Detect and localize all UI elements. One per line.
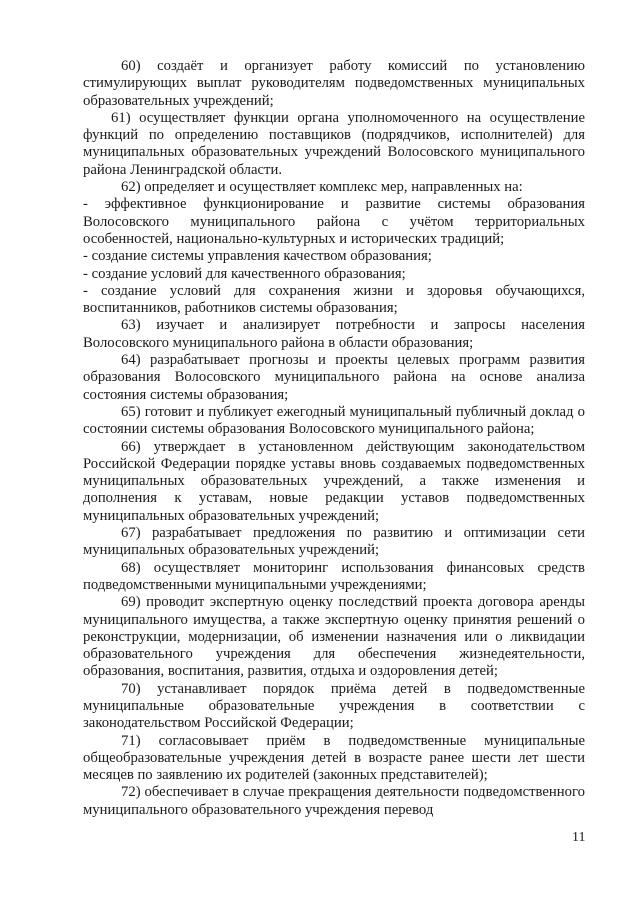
paragraph-item-63: 63) изучает и анализирует потребности и запросы населения Волосовского муниципального района в области образования; [83,317,585,351]
paragraph-item-72: 72) обеспечивает в случае прекращения деятельности подведомственного муниципального образовательного учреждения перевод [83,784,585,818]
paragraph-item-69: 69) проводит экспертную оценку последствий проекта договора аренды муниципального имущества, а также экспертную оценку принятия решений о реконструкции, модернизации, об изменении назначения или о ликвидации образовательного учреждения для обеспечения жизнедеятельности, образования, воспитания, развития, отдыха и оздоровления детей; [83,594,585,680]
paragraph-item-60: 60) создаёт и организует работу комиссий по установлению стимулирующих выплат руководителям подведомственных муниципальных образовательных учреждений; [83,58,585,109]
list-item-health-safety: - создание условий для сохранения жизни и здоровья обучающихся, воспитанников, работников системы образования; [83,282,585,317]
paragraph-item-62: 62) определяет и осуществляет комплекс мер, направленных на: [121,179,523,196]
paragraph-item-66: 66) утверждает в установленном действующим законодательством Российской Федерации порядке уставы вновь создаваемых подведомственных муниципальных образовательных учреждений, а также изменения и дополнения к уставам, новые редакции уставов подведомственных муниципальных образовательных учреждений; [83,438,585,524]
paragraph-item-65: 65) готовит и публикует ежегодный муниципальный публичный доклад о состоянии системы образования Волосовского муниципального района; [83,403,585,438]
list-item-effective-functioning: - эффективное функционирование и развитие системы образования Волосовского муниципального района с учётом территориальных особенностей, национально-культурных и исторических традиций; [83,196,585,247]
paragraph-item-68: 68) осуществляет мониторинг использования финансовых средств подведомственными муниципальными учреждениями; [83,559,585,593]
paragraph-item-67: 67) разрабатывает предложения по развитию и оптимизации сети муниципальных образовательных учреждений; [83,525,585,559]
document-body [83,58,585,819]
paragraph-item-70: 70) устанавливает порядок приёма детей в подведомственные муниципальные образовательные учреждения в соответствии с законодательством Российской Федерации; [83,680,585,732]
paragraph-item-64: 64) разрабатывает прогнозы и проекты целевых программ развития образования Волосовского муниципального района на основе анализа состояния системы образования; [83,352,585,403]
list-item-quality-management: - создание системы управления качеством образования; [83,248,432,265]
page-number: 11 [572,830,586,845]
paragraph-item-71: 71) согласовывает приём в подведомственные муниципальные общеобразовательные учреждения детей в возрасте ранее шести лет шести месяцев по заявлению их родителей (законных представителей); [83,732,585,784]
paragraph-item-61: 61) осуществляет функции органа уполномоченного на осуществление функций по определению поставщиков (подрядчиков, исполнителей) для муниципальных образовательных учреждений Волосовского муниципального района Ленинградской области. [83,109,585,178]
list-item-quality-education: - создание условий для качественного образования; [83,265,406,282]
